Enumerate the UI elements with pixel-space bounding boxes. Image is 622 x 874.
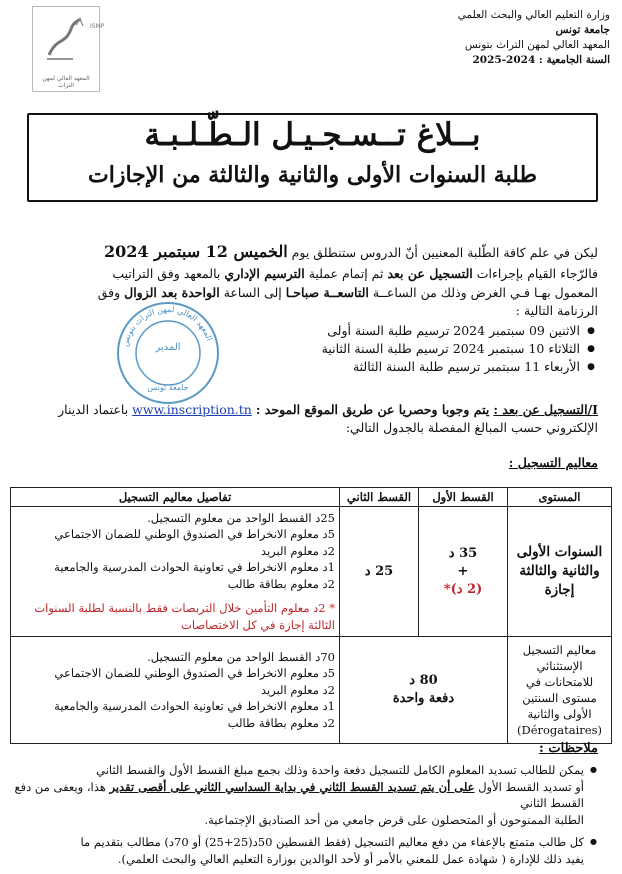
ministry-name: وزارة التعليم العالي والبحث العلمي xyxy=(457,9,610,21)
detail-item: 25د القسط الواحد من معلوم التسجيل. xyxy=(147,510,335,525)
fees-table xyxy=(10,487,612,744)
single-payment-amount: 80 د xyxy=(409,673,438,688)
academic-year: السنة الجامعية : 2024-2025 xyxy=(472,54,610,66)
note-item xyxy=(4,762,584,828)
university-name: جامعة تونس xyxy=(555,24,610,36)
note-text: الطلبة الممنوحون أو المتحصلون على قرض جامعي من أحد الصناديق الإجتماعية. xyxy=(204,812,584,827)
logo-acronym: ISMP xyxy=(90,23,105,30)
intro-text: ثم إتمام عملية xyxy=(308,266,384,281)
fees-heading: معاليم التسجيل : xyxy=(508,455,598,470)
col-header-details: تفاصيل معاليم التسجيل xyxy=(11,488,340,507)
insurance-fee: (2 د)* xyxy=(443,581,483,597)
level-line: مستوى السنتين xyxy=(522,691,597,705)
stamp-bottom-text: جامعة تونس xyxy=(147,383,189,392)
logo-mark-icon xyxy=(43,15,85,65)
table-row xyxy=(11,637,612,744)
section-1-line-1 xyxy=(18,401,598,418)
table-header-row xyxy=(11,488,612,507)
col-header-second-installment: القسط الثاني xyxy=(340,488,419,507)
note-text: هذا، ويعفى من دفع القسط الثاني xyxy=(14,779,584,810)
notes-list xyxy=(4,762,598,867)
start-date: الخميس 12 سبتمبر 2024 xyxy=(104,242,288,261)
intro-text: ليكن في علم كافة الطّلبة المعنيين أنّ الدروس ستنطلق يوم xyxy=(291,245,598,260)
section-text: يتم وجوبا وحصريا عن طريق الموقع الموحد : xyxy=(255,402,490,417)
note-text: يمكن للطالب تسديد المعلوم الكامل للتسجيل دفعة واحدة وذلك بجمع مبلغ القسط الأول والقسط الثاني xyxy=(96,763,584,777)
col-header-level: المستوى xyxy=(508,488,612,507)
first-installment-cell xyxy=(419,507,508,637)
closing-hour: الواحدة بعد الزوال xyxy=(124,285,220,300)
stamp-center-text: المدير xyxy=(155,342,181,353)
page-title: بــلاغ تــسـجـيـل الـطّـلـبـة xyxy=(144,117,481,153)
detail-item: 70د القسط الواحد من معلوم التسجيل. xyxy=(147,649,335,664)
note-text: كل طالب متمتع بالإعفاء من دفع معاليم التسجيل (فقط القسطين 50د(25+25) أو 70د) مطالب بتقديم ما xyxy=(80,835,584,849)
institute-logo xyxy=(32,6,105,92)
detail-item: 2د معلوم بطاقة طالب xyxy=(227,576,335,591)
notes-heading: ملاحظات : xyxy=(539,741,598,756)
single-payment-label: دفعة واحدة xyxy=(392,691,455,706)
institute-name: المعهد العالي لمهن التراث بتونس xyxy=(464,39,610,51)
note-text: يفيد ذلك للإدارة ( شهادة عمل للمعني بالأمر أو لأحد الوالدين بوزارة التعليم العالي والبحث العلمي). xyxy=(117,851,584,866)
logo-caption: المعهد العالي لمهن التراث xyxy=(42,75,90,89)
level-cell: السنوات الأولى والثانية والثالثة إجازة xyxy=(508,507,612,637)
stamp-ring-text: المعهد العالي لمهن التراث بتونس xyxy=(120,304,214,348)
second-installment-cell: 25 د xyxy=(340,507,419,637)
schedule-item: ● الاثنين 09 سبتمبر 2024 ترسيم طلبة السنة أولى xyxy=(180,322,580,340)
schedule-item: ● الثلاثاء 10 سبتمبر 2024 ترسيم طلبة السنة الثانية xyxy=(180,340,580,358)
intro-line-4: الرزنامة التالية : xyxy=(515,303,598,318)
level-cell xyxy=(508,637,612,744)
remote-registration: التسجيل عن بعد xyxy=(387,266,473,281)
single-payment-cell xyxy=(340,637,508,744)
schedule-list xyxy=(180,322,596,376)
detail-item: 2د معلوم بطاقة طالب xyxy=(227,715,335,730)
section-1-line-2: الإلكتروني حسب المبالغ المفصلة بالجدول التالي: xyxy=(345,420,598,435)
opening-hour: التاسعــة صباحـا xyxy=(285,285,369,300)
intro-text: بالمعهد وفق التراتيب xyxy=(112,266,221,281)
section-number: I/ xyxy=(587,402,598,417)
inscription-link[interactable]: www.inscription.tn xyxy=(132,402,252,417)
level-line: معاليم التسجيل xyxy=(522,643,597,657)
administrative-registration: الترسيم الإداري xyxy=(224,266,305,281)
note-item xyxy=(4,834,584,867)
level-line: (Dérogataires) xyxy=(516,723,603,737)
section-heading: التسجيل عن بعد : xyxy=(493,402,588,417)
detail-item: 1د معلوم الانخراط في تعاونية الحوادث المدرسية والجامعية xyxy=(54,699,335,714)
detail-item: 2د معلوم البريد xyxy=(260,682,335,697)
level-line: الأولى والثانية xyxy=(527,707,592,721)
page-subtitle: طلبة السنوات الأولى والثانية والثالثة من الإجازات xyxy=(88,162,537,188)
intro-text: المعمول بهـا فـي الغرض وذلك من الساعــة xyxy=(372,285,598,300)
note-text: أو تسديد القسط الأول xyxy=(478,779,584,794)
section-text: باعتماد الدينار xyxy=(58,402,129,417)
official-stamp xyxy=(113,298,223,408)
intro-text: وفق xyxy=(97,285,121,300)
level-line: الإستثنائي xyxy=(536,659,583,673)
col-header-first-installment: القسط الأول xyxy=(419,488,508,507)
plus-sign: + xyxy=(457,563,469,579)
detail-item: 2د معلوم البريد xyxy=(260,543,335,558)
detail-item: 5د معلوم الانخراط في الصندوق الوطني للضمان الاجتماعي xyxy=(54,666,335,681)
level-line: للامتحانات في xyxy=(525,675,594,689)
schedule-item: ● الأربعاء 11 سبتمبر ترسيم طلبة السنة الثالثة xyxy=(180,358,580,376)
detail-item: 5د معلوم الانخراط في الصندوق الوطني للضمان الاجتماعي xyxy=(54,527,335,542)
first-installment-amount: 35 د xyxy=(448,545,478,561)
details-cell xyxy=(11,507,340,637)
details-cell xyxy=(11,637,340,744)
intro-text: إلى الساعة xyxy=(223,285,282,300)
note-emphasis: على أن يتم تسديد القسط الثاني في بداية السداسي الثاني على أقصى تقدير xyxy=(109,779,475,794)
intro-line-2 xyxy=(18,265,598,282)
intro-line-3 xyxy=(18,284,598,301)
detail-item: 1د معلوم الانخراط في تعاونية الحوادث المدرسية والجامعية xyxy=(54,560,335,575)
insurance-note: * 2د معلوم التأمين خلال التربصات فقط بالنسبة لطلبة السنوات الثالثة إجازة في كل الاختصاصات xyxy=(34,601,335,632)
intro-line-1 xyxy=(18,243,598,261)
title-box xyxy=(27,113,598,202)
intro-text: فالرّجاء القيام بإجراءات xyxy=(476,266,598,281)
table-row xyxy=(11,507,612,637)
